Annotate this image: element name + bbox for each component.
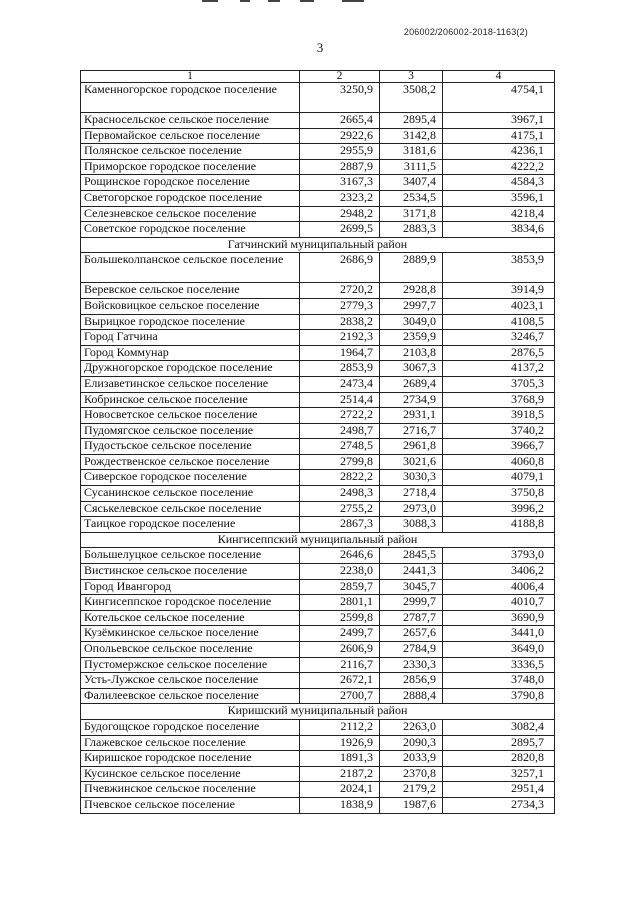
table-row — [81, 298, 555, 314]
value-col4: 3441,0 — [443, 626, 555, 642]
top-edge-marks — [192, 0, 392, 3]
value-col3: 3067,3 — [380, 361, 443, 377]
settlement-name: Кобринское сельское поселение — [81, 392, 300, 408]
value-col4: 3336,5 — [443, 657, 555, 673]
value-col2: 2748,5 — [300, 439, 380, 455]
value-col4: 2951,4 — [443, 782, 555, 798]
column-header: 4 — [443, 71, 555, 83]
value-col2: 2646,6 — [300, 548, 380, 564]
scan-mark — [268, 0, 280, 2]
table-row — [81, 673, 555, 689]
section-row — [81, 704, 555, 720]
value-col4: 4754,1 — [443, 83, 555, 113]
value-col4: 3690,9 — [443, 610, 555, 626]
section-row — [81, 532, 555, 548]
settlement-name: Сусанинское сельское поселение — [81, 486, 300, 502]
value-col2: 2887,9 — [300, 159, 380, 175]
table-row — [81, 751, 555, 767]
value-col4: 4175,1 — [443, 128, 555, 144]
settlement-name: Усть-Лужское сельское поселение — [81, 673, 300, 689]
table-header-row — [81, 71, 555, 83]
table-row — [81, 144, 555, 160]
value-col3: 2657,6 — [380, 626, 443, 642]
settlement-name: Котельское сельское поселение — [81, 610, 300, 626]
value-col4: 4079,1 — [443, 470, 555, 486]
document-id: 206002/206002-2018-1163(2) — [403, 27, 528, 37]
value-col2: 2799,8 — [300, 454, 380, 470]
column-header: 3 — [380, 71, 443, 83]
value-col4: 3966,7 — [443, 439, 555, 455]
value-col3: 2888,4 — [380, 688, 443, 704]
table-row — [81, 128, 555, 144]
settlement-name: Каменногорское городское поселение — [81, 83, 300, 113]
value-col3: 3045,7 — [380, 579, 443, 595]
value-col2: 2606,9 — [300, 642, 380, 658]
scan-mark — [300, 0, 314, 2]
value-col4: 2895,7 — [443, 735, 555, 751]
table-row — [81, 222, 555, 238]
value-col2: 2187,2 — [300, 766, 380, 782]
settlement-name: Таицкое городское поселение — [81, 517, 300, 533]
value-col4: 3996,2 — [443, 501, 555, 517]
value-col2: 2755,2 — [300, 501, 380, 517]
settlement-name: Красносельское сельское поселение — [81, 113, 300, 129]
value-col4: 4584,3 — [443, 175, 555, 191]
value-col3: 3021,6 — [380, 454, 443, 470]
value-col4: 3853,9 — [443, 253, 555, 283]
table-row — [81, 657, 555, 673]
table-row — [81, 283, 555, 299]
settlement-name: Дружногорское городское поселение — [81, 361, 300, 377]
table-row — [81, 642, 555, 658]
value-col2: 2720,2 — [300, 283, 380, 299]
value-col3: 2179,2 — [380, 782, 443, 798]
value-col4: 4060,8 — [443, 454, 555, 470]
settlement-name: Кузёмкинское сельское поселение — [81, 626, 300, 642]
value-col3: 2999,7 — [380, 595, 443, 611]
value-col4: 4023,1 — [443, 298, 555, 314]
settlement-name: Веревское сельское поселение — [81, 283, 300, 299]
settlement-name: Пчевское сельское поселение — [81, 797, 300, 813]
value-col3: 2263,0 — [380, 719, 443, 735]
value-col4: 3793,0 — [443, 548, 555, 564]
section-row — [81, 237, 555, 253]
value-col3: 2889,9 — [380, 253, 443, 283]
value-col2: 1838,9 — [300, 797, 380, 813]
value-col3: 2928,8 — [380, 283, 443, 299]
value-col2: 2922,6 — [300, 128, 380, 144]
scan-mark — [240, 0, 250, 2]
value-col2: 2323,2 — [300, 190, 380, 206]
value-col2: 2665,4 — [300, 113, 380, 129]
settlement-name: Большелуцкое сельское поселение — [81, 548, 300, 564]
settlement-name: Новосветское сельское поселение — [81, 408, 300, 424]
value-col3: 2033,9 — [380, 751, 443, 767]
value-col4: 4222,2 — [443, 159, 555, 175]
value-col3: 3030,3 — [380, 470, 443, 486]
value-col3: 3088,3 — [380, 517, 443, 533]
value-col2: 2867,3 — [300, 517, 380, 533]
value-col3: 2997,7 — [380, 298, 443, 314]
value-col4: 2876,5 — [443, 345, 555, 361]
value-col4: 3705,3 — [443, 376, 555, 392]
value-col4: 3082,4 — [443, 719, 555, 735]
value-col4: 3768,9 — [443, 392, 555, 408]
settlement-name: Советское городское поселение — [81, 222, 300, 238]
value-col2: 2859,7 — [300, 579, 380, 595]
value-col3: 3049,0 — [380, 314, 443, 330]
table-row — [81, 595, 555, 611]
value-col2: 2599,8 — [300, 610, 380, 626]
value-col2: 2238,0 — [300, 564, 380, 580]
value-col2: 2499,7 — [300, 626, 380, 642]
value-col2: 2498,3 — [300, 486, 380, 502]
section-title: Кингисеппский муниципальный район — [81, 532, 555, 548]
value-col2: 2686,9 — [300, 253, 380, 283]
value-col3: 2931,1 — [380, 408, 443, 424]
settlement-name: Глажевское сельское поселение — [81, 735, 300, 751]
table-row — [81, 392, 555, 408]
table-row — [81, 797, 555, 813]
value-col3: 3508,2 — [380, 83, 443, 113]
value-col2: 3250,9 — [300, 83, 380, 113]
settlement-name: Город Коммунар — [81, 345, 300, 361]
settlement-name: Пудомягское сельское поселение — [81, 423, 300, 439]
value-col3: 1987,6 — [380, 797, 443, 813]
section-title: Гатчинский муниципальный район — [81, 237, 555, 253]
table-row — [81, 159, 555, 175]
table-row — [81, 501, 555, 517]
table-row — [81, 83, 555, 113]
table-row — [81, 345, 555, 361]
table-row — [81, 548, 555, 564]
value-col3: 2718,4 — [380, 486, 443, 502]
value-col4: 3914,9 — [443, 283, 555, 299]
value-col4: 4188,8 — [443, 517, 555, 533]
settlement-name: Пчевжинское сельское поселение — [81, 782, 300, 798]
value-col2: 2192,3 — [300, 330, 380, 346]
value-col3: 2883,3 — [380, 222, 443, 238]
value-col4: 3740,2 — [443, 423, 555, 439]
settlement-name: Фалилеевское сельское поселение — [81, 688, 300, 704]
value-col2: 1926,9 — [300, 735, 380, 751]
settlement-name: Город Ивангород — [81, 579, 300, 595]
value-col4: 3246,7 — [443, 330, 555, 346]
value-col2: 2853,9 — [300, 361, 380, 377]
value-col2: 2699,5 — [300, 222, 380, 238]
table-row — [81, 314, 555, 330]
settlement-name: Первомайское сельское поселение — [81, 128, 300, 144]
value-col3: 2784,9 — [380, 642, 443, 658]
settlement-name: Светогорское городское поселение — [81, 190, 300, 206]
column-header: 2 — [300, 71, 380, 83]
value-col4: 3790,8 — [443, 688, 555, 704]
value-col3: 3142,8 — [380, 128, 443, 144]
value-col2: 2024,1 — [300, 782, 380, 798]
value-col3: 2370,8 — [380, 766, 443, 782]
settlement-name: Кингисеппское городское поселение — [81, 595, 300, 611]
table-row — [81, 517, 555, 533]
value-col3: 3171,8 — [380, 206, 443, 222]
table-row — [81, 408, 555, 424]
table-row — [81, 470, 555, 486]
table-row — [81, 735, 555, 751]
value-col3: 3407,4 — [380, 175, 443, 191]
section-title: Киришский муниципальный район — [81, 704, 555, 720]
value-col2: 2822,2 — [300, 470, 380, 486]
value-col4: 3406,2 — [443, 564, 555, 580]
value-col4: 3649,0 — [443, 642, 555, 658]
value-col4: 2820,8 — [443, 751, 555, 767]
value-col2: 2514,4 — [300, 392, 380, 408]
settlement-name: Полянское сельское поселение — [81, 144, 300, 160]
value-col4: 4137,2 — [443, 361, 555, 377]
table-row — [81, 253, 555, 283]
settlement-name: Сяськелевское сельское поселение — [81, 501, 300, 517]
table-row — [81, 454, 555, 470]
value-col2: 2700,7 — [300, 688, 380, 704]
value-col4: 3596,1 — [443, 190, 555, 206]
value-col3: 2716,7 — [380, 423, 443, 439]
value-col2: 2722,2 — [300, 408, 380, 424]
value-col2: 2672,1 — [300, 673, 380, 689]
table-row — [81, 175, 555, 191]
value-col4: 3967,1 — [443, 113, 555, 129]
settlement-name: Приморское городское поселение — [81, 159, 300, 175]
value-col4: 2734,3 — [443, 797, 555, 813]
table-row — [81, 610, 555, 626]
value-col2: 2779,3 — [300, 298, 380, 314]
settlement-name: Вырицкое городское поселение — [81, 314, 300, 330]
settlement-name: Город Гатчина — [81, 330, 300, 346]
settlement-name: Войсковицкое сельское поселение — [81, 298, 300, 314]
settlement-name: Пустомержское сельское поселение — [81, 657, 300, 673]
value-col2: 1964,7 — [300, 345, 380, 361]
settlement-name: Пудостьское сельское поселение — [81, 439, 300, 455]
settlement-name: Вистинское сельское поселение — [81, 564, 300, 580]
value-col3: 2734,9 — [380, 392, 443, 408]
table-row — [81, 206, 555, 222]
value-col3: 2895,4 — [380, 113, 443, 129]
value-col2: 3167,3 — [300, 175, 380, 191]
value-col2: 1891,3 — [300, 751, 380, 767]
value-col3: 2103,8 — [380, 345, 443, 361]
value-col3: 2973,0 — [380, 501, 443, 517]
scan-mark — [202, 0, 218, 2]
value-col4: 3918,5 — [443, 408, 555, 424]
value-col4: 3748,0 — [443, 673, 555, 689]
table-row — [81, 486, 555, 502]
value-col2: 2801,1 — [300, 595, 380, 611]
column-header: 1 — [81, 71, 300, 83]
value-col3: 2689,4 — [380, 376, 443, 392]
value-col3: 3111,5 — [380, 159, 443, 175]
value-col4: 4108,5 — [443, 314, 555, 330]
value-col4: 4010,7 — [443, 595, 555, 611]
value-col3: 2856,9 — [380, 673, 443, 689]
table-row — [81, 190, 555, 206]
value-col4: 3257,1 — [443, 766, 555, 782]
value-col2: 2473,4 — [300, 376, 380, 392]
table-row — [81, 113, 555, 129]
value-col4: 4218,4 — [443, 206, 555, 222]
table-row — [81, 626, 555, 642]
table-row — [81, 719, 555, 735]
settlement-name: Киришское городское поселение — [81, 751, 300, 767]
table-row — [81, 376, 555, 392]
table-row — [81, 361, 555, 377]
settlement-name: Сиверское городское поселение — [81, 470, 300, 486]
settlement-name: Кусинское сельское поселение — [81, 766, 300, 782]
value-col3: 2534,5 — [380, 190, 443, 206]
settlement-name: Опольевское сельское поселение — [81, 642, 300, 658]
settlement-name: Рождественское сельское поселение — [81, 454, 300, 470]
table-row — [81, 688, 555, 704]
value-col4: 4006,4 — [443, 579, 555, 595]
value-col4: 3750,8 — [443, 486, 555, 502]
value-col2: 2955,9 — [300, 144, 380, 160]
value-col3: 2359,9 — [380, 330, 443, 346]
scan-mark — [342, 0, 364, 2]
value-col2: 2112,2 — [300, 719, 380, 735]
settlement-name: Большеколпанское сельское поселение — [81, 253, 300, 283]
value-col3: 2845,5 — [380, 548, 443, 564]
table-row — [81, 766, 555, 782]
value-col3: 2787,7 — [380, 610, 443, 626]
value-col4: 4236,1 — [443, 144, 555, 160]
budget-table — [80, 70, 555, 814]
value-col3: 2961,8 — [380, 439, 443, 455]
value-col4: 3834,6 — [443, 222, 555, 238]
value-col2: 2948,2 — [300, 206, 380, 222]
table-row — [81, 579, 555, 595]
settlement-name: Будогощское городское поселение — [81, 719, 300, 735]
settlement-name: Селезневское сельское поселение — [81, 206, 300, 222]
value-col3: 3181,6 — [380, 144, 443, 160]
value-col2: 2498,7 — [300, 423, 380, 439]
table-row — [81, 564, 555, 580]
table-row — [81, 782, 555, 798]
value-col3: 2090,3 — [380, 735, 443, 751]
table-row — [81, 423, 555, 439]
value-col3: 2330,3 — [380, 657, 443, 673]
settlement-name: Рощинское городское поселение — [81, 175, 300, 191]
value-col3: 2441,3 — [380, 564, 443, 580]
settlement-name: Елизаветинское сельское поселение — [81, 376, 300, 392]
page-number: 3 — [316, 40, 324, 55]
table-row — [81, 330, 555, 346]
value-col2: 2838,2 — [300, 314, 380, 330]
value-col2: 2116,7 — [300, 657, 380, 673]
table-row — [81, 439, 555, 455]
